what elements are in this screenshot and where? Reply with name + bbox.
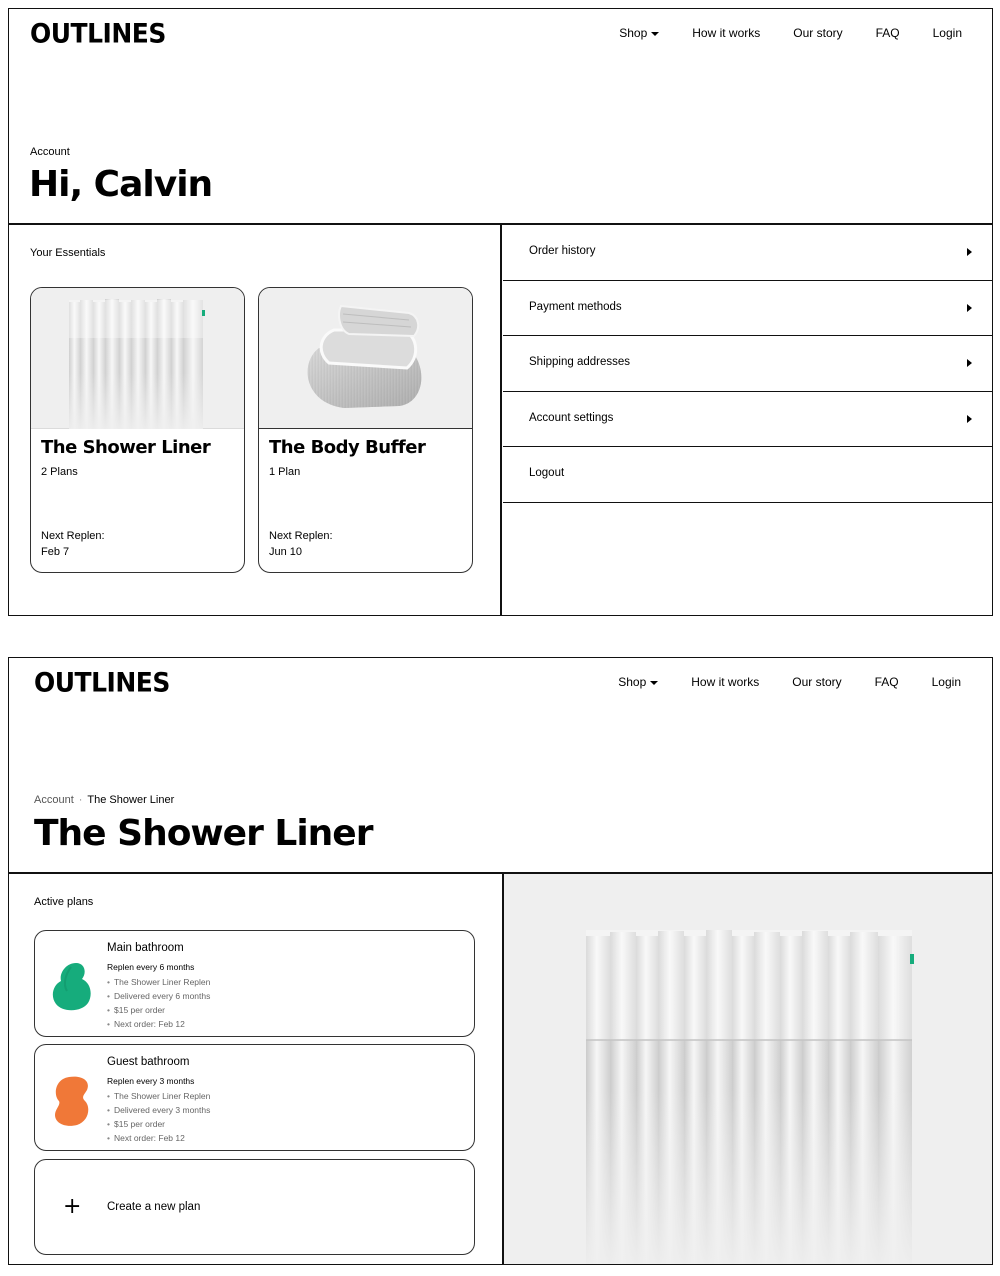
top-nav [619,26,962,40]
menu-order-history[interactable] [503,225,992,281]
chevron-right-icon [967,359,972,367]
product-image-body-buffer [259,288,472,429]
product-hero-image [504,874,992,1264]
menu-label: Account settings [529,411,614,424]
next-replen-label: Next Replen: [269,530,333,542]
breadcrumb-account[interactable]: Account [34,794,74,806]
plan-card-guest-bathroom[interactable] [34,1044,475,1151]
product-title: The Body Buffer [269,437,426,458]
breadcrumb-separator: · [78,794,83,806]
menu-label: Payment methods [529,300,622,313]
nav-how-it-works[interactable]: How it works [691,675,760,689]
breadcrumb [30,146,70,158]
plan-detail: • Delivered every 6 months [107,989,210,1003]
divider [500,224,502,615]
breadcrumb-account[interactable]: Account [30,146,70,158]
plan-detail: • The Shower Liner Replen [107,1089,210,1103]
product-plans: 1 Plan [269,466,301,478]
page-title: The Shower Liner [34,813,373,854]
plan-detail: • Next order: Feb 12 [107,1131,210,1145]
breadcrumb-current: The Shower Liner [87,794,175,806]
nav-shop-label: Shop [619,26,648,40]
nav-how-it-works[interactable]: How it works [692,26,761,40]
product-card-body-buffer[interactable] [258,287,473,573]
plan-name: Guest bathroom [107,1056,190,1068]
brand-logo[interactable]: OUTLINES [30,17,166,50]
nav-our-story[interactable]: Our story [792,675,842,689]
chevron-right-icon [967,304,972,312]
nav-faq[interactable]: FAQ [874,675,899,689]
menu-label: Logout [529,467,565,479]
next-replen-label: Next Replen: [41,530,105,542]
body-buffer-image [259,288,473,429]
breadcrumb [34,794,174,806]
plan-blob-icon [51,961,93,1013]
product-title: The Shower Liner [41,437,211,458]
next-replen-date: Jun 10 [269,546,303,558]
nav-shop[interactable] [619,26,659,40]
nav-faq[interactable]: FAQ [875,26,900,40]
product-card-shower-liner[interactable] [30,287,245,573]
plan-detail: • Next order: Feb 12 [107,1017,210,1031]
plus-icon: + [63,1194,82,1219]
shower-liner-image [31,288,245,429]
page-title: Hi, Calvin [29,164,213,205]
plan-frequency: Replen every 6 months [107,962,195,972]
plan-frequency: Replen every 3 months [107,1076,195,1086]
menu-logout[interactable] [503,447,992,503]
chevron-down-icon [650,681,658,685]
shower-liner-screen [8,657,993,1265]
shower-liner-hero [504,874,993,1265]
create-plan-button[interactable] [34,1159,475,1255]
create-plan-label: Create a new plan [107,1201,201,1213]
account-menu [503,225,992,503]
product-image-shower-liner [31,288,244,429]
product-plans: 2 Plans [41,466,78,478]
top-nav [618,675,961,689]
menu-label: Order history [529,245,596,257]
menu-payment-methods[interactable] [503,281,992,337]
plan-card-main-bathroom[interactable] [34,930,475,1037]
menu-label: Shipping addresses [529,356,631,368]
plan-details [107,1089,210,1145]
plan-detail: • The Shower Liner Replen [107,975,210,989]
chevron-down-icon [651,32,659,36]
menu-shipping-addresses[interactable] [503,336,992,392]
brand-logo[interactable]: OUTLINES [34,666,170,699]
nav-login[interactable]: Login [932,26,962,40]
nav-our-story[interactable]: Our story [793,26,843,40]
active-plans-label: Active plans [34,896,94,908]
menu-account-settings[interactable] [503,392,992,448]
chevron-right-icon [967,248,972,256]
plan-detail: • $15 per order [107,1003,210,1017]
essentials-label: Your Essentials [30,247,106,259]
plan-name: Main bathroom [107,942,184,954]
nav-shop[interactable] [618,675,658,689]
plan-blob-icon [51,1075,93,1127]
plan-details [107,975,210,1031]
chevron-right-icon [967,415,972,423]
nav-login[interactable]: Login [931,675,961,689]
plan-detail: • $15 per order [107,1117,210,1131]
account-screen [8,8,993,616]
next-replen-date: Feb 7 [41,546,70,558]
plan-detail: • Delivered every 3 months [107,1103,210,1117]
nav-shop-label: Shop [618,675,647,689]
